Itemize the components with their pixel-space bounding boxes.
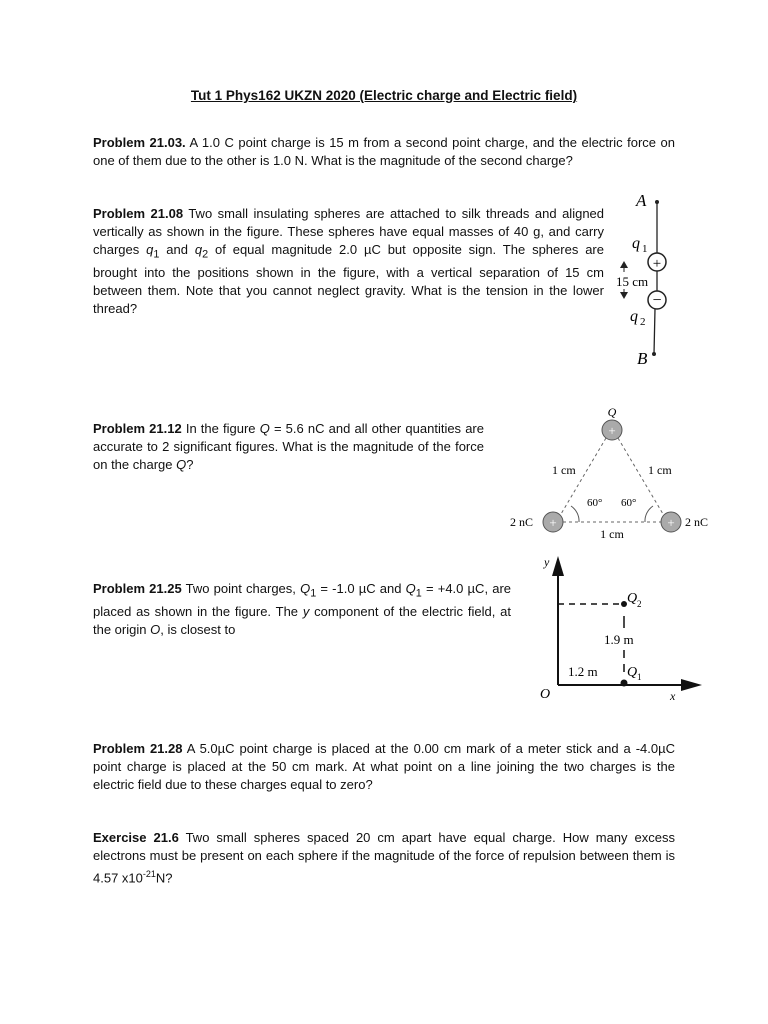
problem-text: Two small spheres spaced 20 cm apart have equal charge. How many excess electrons must be present on each sphere if the magnitude of the force of repulsion between them is 4.57 x10 — [93, 830, 676, 886]
x-axis-label: x — [670, 689, 676, 703]
exponent: -21 — [142, 869, 156, 879]
charge-Q1 — [621, 680, 628, 687]
angle-left-label: 60° — [587, 497, 603, 509]
figure-triangle-charges — [505, 402, 720, 542]
pivot-B — [652, 352, 656, 356]
problem-label: Exercise 21.6 — [93, 830, 179, 845]
y-symbol: y — [302, 603, 310, 619]
plus-sign: + — [608, 423, 616, 438]
label-q1: q — [632, 235, 640, 252]
problem-21-03 — [93, 134, 675, 170]
problem-text: A 5.0µC point charge is placed at the 0.00 cm mark of a meter stick and a -4.0µC point charge is placed at the 50 cm mark. At what point on a line joining the two charges is the electric field due to these charges equal to zero? — [93, 741, 675, 792]
q2-symbol: q — [194, 242, 203, 257]
problem-21-25 — [93, 580, 511, 639]
problem-text: = -1.0 µC and — [316, 581, 406, 596]
side-bottom-label: 1 cm — [600, 527, 624, 541]
problem-text: Two point charges, — [181, 581, 301, 596]
problem-label: Problem 21.28 — [93, 741, 183, 756]
label-q2: q — [630, 308, 638, 325]
Q-symbol: Q — [259, 421, 270, 436]
label-A: A — [636, 191, 647, 210]
angle-arc-right — [645, 506, 653, 522]
figure-axes-charges — [536, 552, 706, 704]
plus-sign: + — [667, 515, 675, 530]
problem-21-08 — [93, 205, 604, 318]
problem-21-28 — [93, 740, 675, 794]
horizontal-distance-label: 1.2 m — [568, 664, 598, 679]
Q1-sub: 1 — [637, 672, 642, 682]
problem-text: A 1.0 C point charge is 15 m from a second point charge, and the electric force on one of them due to the other is 1.0 N. What is the magnitude of the second charge? — [93, 135, 675, 168]
origin-label: O — [540, 687, 551, 702]
angle-right-label: 60° — [621, 497, 637, 509]
problem-label: Problem 21.08 — [93, 206, 184, 221]
problem-text: and — [159, 242, 195, 257]
q1-subscript: 1 — [153, 248, 160, 261]
y-axis-label: y — [544, 555, 550, 569]
problem-text: component of the electric field, at the origin — [93, 603, 511, 637]
problem-text: In the figure — [181, 421, 260, 436]
side-right-label: 1 cm — [648, 463, 672, 477]
problem-21-12 — [93, 420, 484, 474]
label-Q: Q — [607, 405, 617, 419]
problem-text: ? — [186, 457, 194, 472]
minus-sign: − — [652, 292, 662, 309]
problem-label: Problem 21.03. — [93, 135, 186, 150]
figure-two-spheres — [600, 188, 700, 370]
arrowhead-down — [620, 292, 628, 299]
Q-symbol: Q — [176, 457, 187, 472]
label-q2-sub: 2 — [640, 316, 646, 328]
Q-subscript: 1 — [310, 587, 317, 600]
thread-lower — [654, 309, 655, 354]
x-arrowhead — [681, 679, 702, 691]
y-arrowhead — [552, 556, 564, 576]
Q-symbol: Q — [405, 581, 416, 596]
problem-text: = 5.6 nC and all other quantities are accurate to 2 significant figures. What is the magnitude of the force on the charge — [93, 421, 484, 472]
q2-subscript: 2 — [202, 248, 209, 261]
plus-sign: + — [549, 515, 557, 530]
side-left-label: 1 cm — [552, 463, 576, 477]
Q2-sub: 2 — [637, 599, 642, 609]
vertical-distance-label: 1.9 m — [604, 632, 634, 647]
problem-text: , is closest to — [160, 621, 236, 637]
q1-symbol: q — [146, 242, 154, 257]
problem-text: = +4.0 µC, are placed as shown in the figure. The — [93, 581, 512, 619]
problem-text: Two small insulating spheres are attached to silk threads and aligned vertically as shown in the figure. These spheres have equal masses of 40 g, and carry charges — [93, 206, 605, 257]
Q2-label: Q — [627, 591, 638, 606]
angle-arc-left — [571, 506, 579, 522]
label-B: B — [637, 349, 648, 368]
right-charge-label: 2 nC — [685, 515, 709, 529]
plus-sign: + — [652, 256, 662, 272]
problem-text: of equal magnitude 2.0 µC but opposite sign. The spheres are brought into the positions shown in the figure, with a vertical separation of 15 cm between them. Note that you cannot neglect gravity. What is the tension in the lower thread? — [93, 242, 604, 316]
problem-label: Problem 21.12 — [93, 421, 182, 436]
problem-label: Problem 21.25 — [93, 581, 182, 596]
O-symbol: O — [150, 621, 161, 637]
problem-text: N? — [155, 870, 173, 886]
page-title: Tut 1 Phys162 UKZN 2020 (Electric charge and Electric field) — [190, 88, 578, 103]
Q1-label: Q — [627, 665, 638, 680]
arrowhead-up — [620, 261, 628, 268]
label-q1-sub: 1 — [642, 243, 648, 255]
Q-symbol: Q — [300, 581, 311, 596]
exercise-21-6 — [93, 829, 675, 887]
left-charge-label: 2 nC — [510, 515, 534, 529]
separation-label: 15 cm — [616, 274, 649, 289]
Q-subscript: 1 — [415, 587, 422, 600]
